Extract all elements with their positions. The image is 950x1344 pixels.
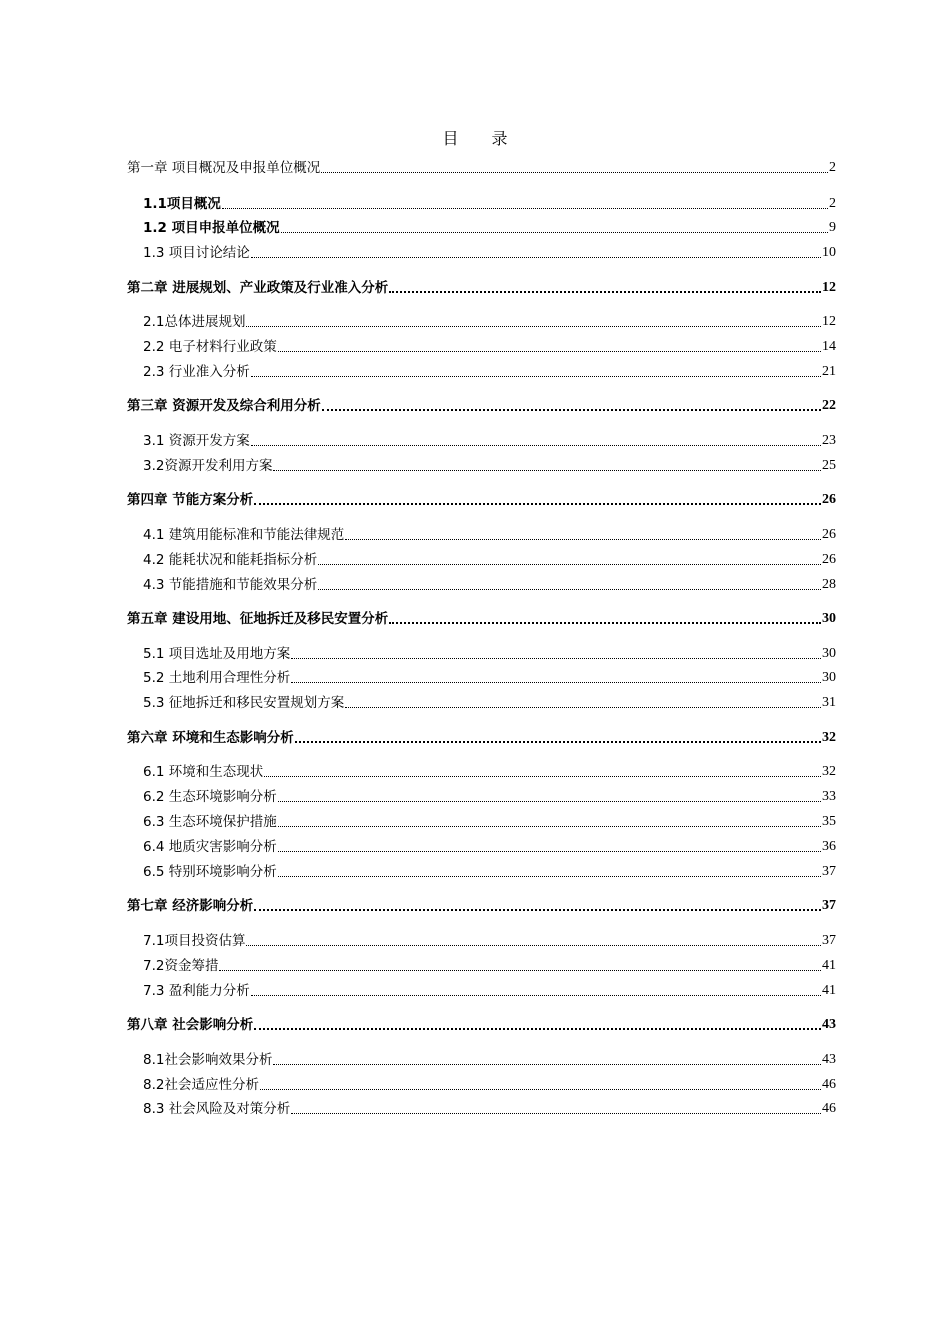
toc-entry-label: 6.4 地质灾害影响分析 — [143, 839, 277, 855]
toc-entry-label: 4.2 能耗状况和能耗指标分析 — [143, 552, 318, 568]
toc-page-number: 26 — [822, 492, 836, 507]
toc-dot-leader — [254, 1015, 821, 1035]
toc-dot-leader — [246, 931, 821, 951]
toc-page-number: 41 — [822, 983, 836, 998]
toc-entry-label: 第四章 节能方案分析 — [127, 492, 254, 508]
toc-section-entry[interactable] — [143, 575, 836, 595]
toc-dot-leader — [321, 158, 828, 178]
toc-dot-leader — [246, 312, 821, 332]
toc-page-number: 30 — [822, 611, 836, 626]
toc-section-entry[interactable] — [143, 762, 836, 782]
toc-entry-label: 1.3 项目讨论结论 — [143, 245, 250, 261]
toc-dot-leader — [219, 956, 821, 976]
toc-entry-label: 8.1社会影响效果分析 — [143, 1052, 273, 1068]
toc-dot-leader — [260, 1075, 821, 1095]
toc-page-number: 46 — [822, 1101, 836, 1116]
toc-dot-leader — [318, 550, 821, 570]
toc-page-number: 37 — [822, 864, 836, 879]
toc-section-entry[interactable] — [143, 1099, 836, 1119]
toc-section-entry[interactable] — [143, 194, 836, 214]
toc-entry-label: 6.2 生态环境影响分析 — [143, 789, 277, 805]
toc-page-number: 14 — [822, 339, 836, 354]
toc-page-number: 36 — [822, 839, 836, 854]
toc-page-number: 35 — [822, 814, 836, 829]
toc-chapter-entry[interactable] — [127, 896, 836, 916]
toc-section-entry[interactable] — [143, 981, 836, 1001]
toc-entry-label: 5.2 土地利用合理性分析 — [143, 670, 291, 686]
toc-entry-label: 3.1 资源开发方案 — [143, 433, 250, 449]
toc-page-number: 2 — [829, 196, 836, 211]
toc-dot-leader — [278, 337, 821, 357]
toc-page-number: 28 — [822, 577, 836, 592]
toc-chapter-entry[interactable] — [127, 396, 836, 416]
toc-entry-label: 7.3 盈利能力分析 — [143, 983, 250, 999]
toc-page-number: 25 — [822, 458, 836, 473]
toc-section-entry[interactable] — [143, 550, 836, 570]
toc-dot-leader — [254, 896, 821, 916]
toc-page-number: 12 — [822, 280, 836, 295]
toc-entry-label: 5.3 征地拆迁和移民安置规划方案 — [143, 695, 345, 711]
toc-page-number: 21 — [822, 364, 836, 379]
toc-dot-leader — [254, 490, 821, 510]
toc-section-entry[interactable] — [143, 243, 836, 263]
toc-entry-label: 7.1项目投资估算 — [143, 933, 246, 949]
toc-page-number: 30 — [822, 646, 836, 661]
toc-section-entry[interactable] — [143, 362, 836, 382]
toc-dot-leader — [278, 787, 821, 807]
toc-section-entry[interactable] — [143, 218, 836, 238]
toc-entry-label: 2.3 行业准入分析 — [143, 364, 250, 380]
toc-entry-label: 6.3 生态环境保护措施 — [143, 814, 277, 830]
toc-dot-leader — [322, 396, 821, 416]
toc-entry-label: 6.5 特别环境影响分析 — [143, 864, 277, 880]
toc-entry-label: 第二章 进展规划、产业政策及行业准入分析 — [127, 280, 389, 296]
toc-section-entry[interactable] — [143, 337, 836, 357]
toc-entry-label: 3.2资源开发利用方案 — [143, 458, 273, 474]
toc-entry-label: 8.2社会适应性分析 — [143, 1077, 259, 1093]
toc-entry-label: 1.2 项目申报单位概况 — [143, 220, 280, 236]
toc-entry-label: 第八章 社会影响分析 — [127, 1017, 254, 1033]
toc-entry-label: 2.1总体进展规划 — [143, 314, 246, 330]
toc-section-entry[interactable] — [143, 956, 836, 976]
toc-section-entry[interactable] — [143, 931, 836, 951]
toc-entry-label: 6.1 环境和生态现状 — [143, 764, 264, 780]
toc-dot-leader — [389, 278, 821, 298]
toc-section-entry[interactable] — [143, 1075, 836, 1095]
toc-title: 目 录 — [442, 129, 522, 148]
toc-page-number: 41 — [822, 958, 836, 973]
toc-dot-leader — [273, 456, 821, 476]
toc-page-number: 2 — [829, 160, 836, 175]
toc-dot-leader — [251, 981, 821, 1001]
toc-chapter-entry[interactable] — [127, 490, 836, 510]
toc-dot-leader — [264, 762, 821, 782]
toc-page-number: 30 — [822, 670, 836, 685]
toc-entry-label: 2.2 电子材料行业政策 — [143, 339, 277, 355]
toc-page-number: 46 — [822, 1077, 836, 1092]
toc-page-number: 32 — [822, 730, 836, 745]
toc-section-entry[interactable] — [143, 668, 836, 688]
toc-entry-label: 第五章 建设用地、征地拆迁及移民安置分析 — [127, 611, 389, 627]
toc-entry-label: 4.3 节能措施和节能效果分析 — [143, 577, 318, 593]
toc-chapter-entry[interactable] — [127, 1015, 836, 1035]
toc-dot-leader — [278, 862, 821, 882]
toc-page-number: 26 — [822, 552, 836, 567]
toc-page-number: 23 — [822, 433, 836, 448]
toc-section-entry[interactable] — [143, 812, 836, 832]
toc-dot-leader — [251, 243, 821, 263]
toc-page-number: 33 — [822, 789, 836, 804]
toc-page-number: 9 — [829, 220, 836, 235]
toc-section-entry[interactable] — [143, 837, 836, 857]
toc-entry-label: 7.2资金筹措 — [143, 958, 219, 974]
toc-entry-label: 1.1项目概况 — [143, 196, 221, 212]
toc-page-number: 10 — [822, 245, 836, 260]
toc-entry-label: 8.3 社会风险及对策分析 — [143, 1101, 291, 1117]
toc-entry-label: 第七章 经济影响分析 — [127, 898, 254, 914]
toc-dot-leader — [251, 431, 821, 451]
toc-page-number: 26 — [822, 527, 836, 542]
toc-dot-leader — [273, 1050, 821, 1070]
toc-entry-label: 4.1 建筑用能标准和节能法律规范 — [143, 527, 345, 543]
toc-dot-leader — [345, 693, 821, 713]
toc-page-number: 31 — [822, 695, 836, 710]
toc-dot-leader — [281, 218, 828, 238]
toc-section-entry[interactable] — [143, 431, 836, 451]
toc-page-number: 37 — [822, 898, 836, 913]
toc-section-entry[interactable] — [143, 862, 836, 882]
toc-chapter-entry[interactable] — [127, 278, 836, 298]
toc-page-number: 43 — [822, 1052, 836, 1067]
toc-section-entry[interactable] — [143, 456, 836, 476]
toc-entry-label: 第一章 项目概况及申报单位概况 — [127, 160, 321, 176]
toc-dot-leader — [291, 1099, 821, 1119]
toc-page-number: 12 — [822, 314, 836, 329]
toc-section-entry[interactable] — [143, 644, 836, 664]
toc-entry-label: 5.1 项目选址及用地方案 — [143, 646, 291, 662]
toc-dot-leader — [389, 609, 821, 629]
toc-page-number: 32 — [822, 764, 836, 779]
toc-dot-leader — [291, 668, 821, 688]
toc-dot-leader — [291, 644, 821, 664]
toc-dot-leader — [278, 812, 821, 832]
toc-section-entry[interactable] — [143, 693, 836, 713]
toc-chapter-entry[interactable] — [127, 728, 836, 748]
toc-page-number: 37 — [822, 933, 836, 948]
toc-dot-leader — [345, 525, 821, 545]
toc-dot-leader — [278, 837, 821, 857]
toc-dot-leader — [251, 362, 821, 382]
toc-entry-label: 第三章 资源开发及综合利用分析 — [127, 398, 321, 414]
toc-dot-leader — [222, 194, 828, 214]
toc-chapter-entry[interactable] — [127, 609, 836, 629]
toc-entry-label: 第六章 环境和生态影响分析 — [127, 730, 294, 746]
toc-section-entry[interactable] — [143, 525, 836, 545]
toc-page-number: 43 — [822, 1017, 836, 1032]
toc-dot-leader — [295, 728, 821, 748]
toc-section-entry[interactable] — [143, 787, 836, 807]
toc-section-entry[interactable] — [143, 312, 836, 332]
toc-section-entry[interactable] — [143, 1050, 836, 1070]
toc-page-number: 22 — [822, 398, 836, 413]
toc-chapter-entry[interactable] — [127, 158, 836, 178]
toc-dot-leader — [318, 575, 821, 595]
